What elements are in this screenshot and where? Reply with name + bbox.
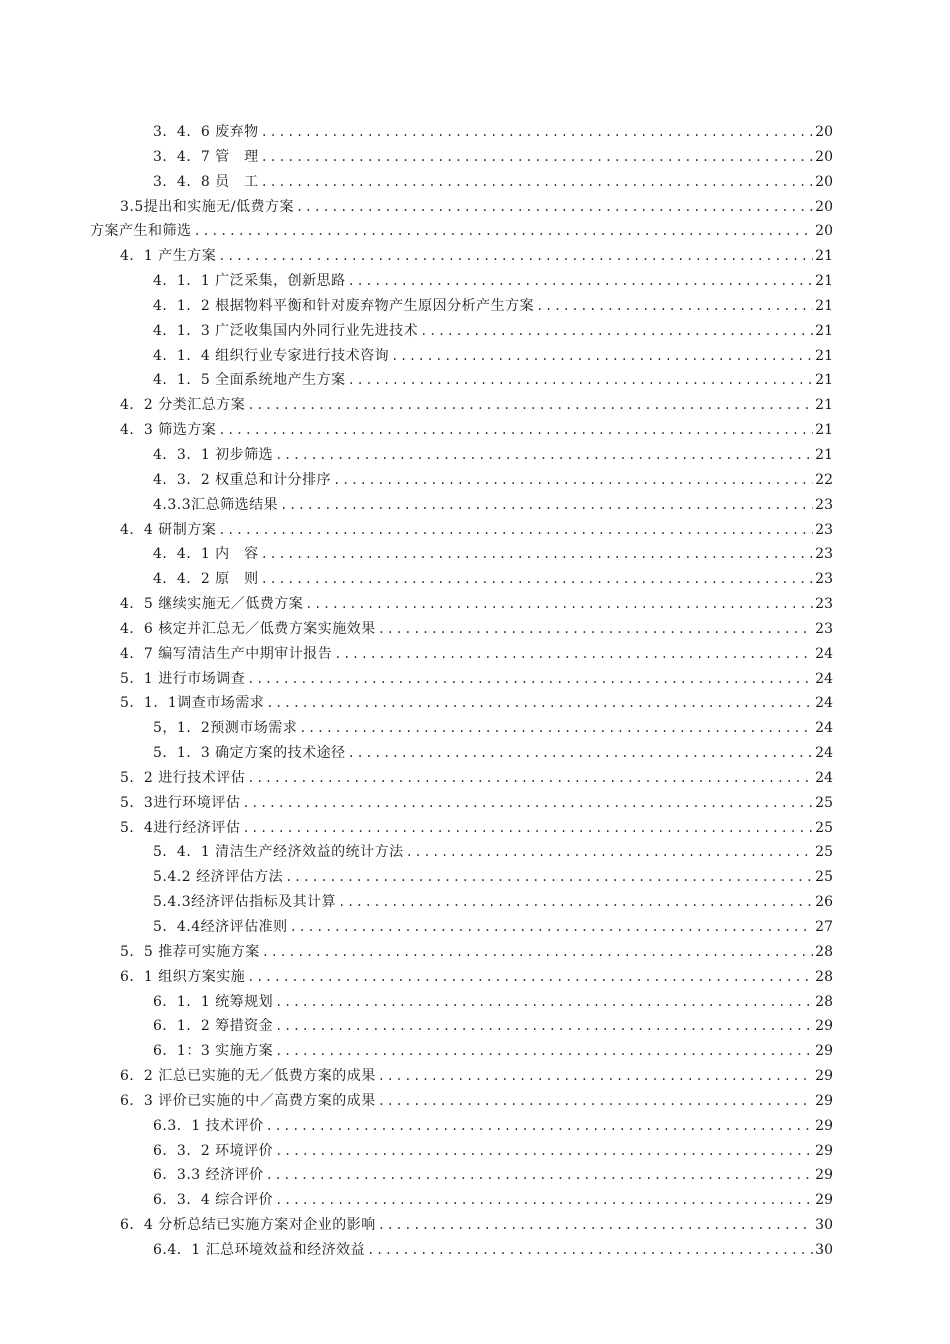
toc-entry-row [120, 642, 833, 667]
toc-entry-row [153, 120, 833, 145]
dot-leader [218, 418, 813, 443]
dot-leader [262, 940, 813, 965]
toc-entry-row [153, 716, 833, 741]
toc-entry-page-number: 25 [815, 844, 833, 861]
toc-entry-page-number: 25 [815, 819, 833, 836]
toc-entry-page-number: 28 [815, 968, 833, 985]
toc-entry-page-number: 24 [815, 645, 833, 662]
toc-entry-page-number: 24 [815, 769, 833, 786]
dot-leader [194, 219, 814, 244]
toc-entry-page-number: 20 [815, 198, 833, 215]
toc-entry[interactable] [0, 120, 950, 145]
toc-entry-page-number: 23 [815, 571, 833, 588]
toc-entry-title: 6.3．1 技术评价 [153, 1117, 264, 1134]
toc-entry[interactable] [0, 890, 950, 915]
toc-entry-row [153, 741, 833, 766]
toc-entry[interactable] [0, 642, 950, 667]
toc-entry[interactable] [0, 219, 950, 244]
toc-entry[interactable] [0, 368, 950, 393]
toc-entry-row [153, 1163, 833, 1188]
toc-entry-row [120, 1089, 833, 1114]
toc-entry-title: 4．3．1 初步筛选 [153, 446, 274, 463]
dot-leader [247, 766, 813, 791]
dot-leader [391, 344, 813, 369]
toc-entry-title: 5．4进行经济评估 [120, 819, 241, 836]
toc-entry-row [153, 344, 833, 369]
toc-entry-row [120, 766, 833, 791]
toc-entry-title: 4．2 分类汇总方案 [120, 397, 246, 414]
toc-entry-title: 4．4．1 内 容 [153, 546, 259, 563]
toc-entry-title: 4．3．2 权重总和计分排序 [153, 471, 332, 488]
dot-leader [275, 1014, 813, 1039]
toc-entry[interactable] [0, 319, 950, 344]
toc-entry-page-number: 20 [815, 148, 833, 165]
toc-entry-row [153, 319, 833, 344]
toc-entry-page-number: 24 [815, 745, 833, 762]
toc-entry[interactable] [0, 592, 950, 617]
toc-entry-row [120, 518, 833, 543]
toc-entry[interactable] [0, 170, 950, 195]
toc-entry-title: 5．1．1调查市场需求 [120, 695, 265, 712]
toc-entry-title: 6．3.3 经济评价 [153, 1167, 264, 1184]
toc-entry-row [153, 840, 833, 865]
toc-entry-row [120, 195, 833, 220]
dot-leader [247, 393, 813, 418]
toc-entry-title: 5．3进行环境评估 [120, 794, 241, 811]
toc-entry-row [153, 269, 833, 294]
dot-leader [378, 1064, 813, 1089]
toc-entry-page-number: 29 [815, 1142, 833, 1159]
toc-entry-title: 4．6 核定并汇总无／低费方案实施效果 [120, 620, 376, 637]
toc-entry-page-number: 30 [815, 1241, 833, 1258]
dot-leader [378, 617, 813, 642]
toc-entry-title: 4．4．2 原 则 [153, 571, 259, 588]
toc-entry[interactable] [0, 1188, 950, 1213]
toc-entry-row [153, 1188, 833, 1213]
toc-entry-page-number: 29 [815, 1167, 833, 1184]
toc-entry-title: 5．4．1 清洁生产经济效益的统计方法 [153, 844, 404, 861]
toc-entry-page-number: 23 [815, 620, 833, 637]
dot-leader [338, 890, 813, 915]
toc-entry-page-number: 29 [815, 1192, 833, 1209]
dot-leader [261, 542, 813, 567]
toc-entry-page-number: 30 [815, 1217, 833, 1234]
toc-entry-page-number: 21 [815, 248, 833, 265]
dot-leader [536, 294, 813, 319]
dot-leader [420, 319, 813, 344]
toc-entry-title: 5.4.3经济评估指标及其计算 [153, 894, 337, 911]
toc-entry-title: 方案产生和筛选 [90, 223, 192, 240]
dot-leader [378, 1213, 813, 1238]
toc-entry-page-number: 27 [815, 919, 833, 935]
toc-entry-row [153, 542, 833, 567]
toc-entry-page-number: 21 [815, 347, 833, 364]
toc-entry-page-number: 25 [815, 869, 833, 886]
toc-entry-title: 6．3．4 综合评价 [153, 1192, 274, 1209]
toc-entry-row [153, 1039, 833, 1064]
dot-leader [333, 468, 813, 493]
toc-entry[interactable] [0, 1238, 950, 1263]
dot-leader [261, 120, 813, 145]
toc-entry[interactable] [0, 791, 950, 816]
toc-entry[interactable] [0, 1039, 950, 1064]
toc-entry[interactable] [0, 542, 950, 567]
toc-entry-row [153, 468, 833, 493]
toc-entry-page-number: 29 [815, 1043, 833, 1060]
toc-entry-row [153, 915, 833, 940]
toc-entry[interactable] [0, 393, 950, 418]
toc-entry-row [153, 443, 833, 468]
dot-leader [378, 1089, 813, 1114]
toc-entry-title: 6．3 评价已实施的中／高费方案的成果 [120, 1092, 376, 1109]
toc-entry-title: 4．1．2 根据物料平衡和针对废弃物产生原因分析产生方案 [153, 297, 535, 314]
dot-leader [348, 269, 813, 294]
toc-entry[interactable] [0, 1064, 950, 1089]
dot-leader [247, 965, 813, 990]
toc-entry-row [120, 1213, 833, 1238]
toc-entry[interactable] [0, 468, 950, 493]
toc-entry-title: 6．1：3 实施方案 [153, 1043, 274, 1060]
toc-entry-title: 4．5 继续实施无／低费方案 [120, 596, 304, 613]
toc-entry-title: 5．2 进行技术评估 [120, 769, 246, 786]
dot-leader [266, 1163, 813, 1188]
toc-entry[interactable] [0, 195, 950, 220]
toc-entry-title: 6.4．1 汇总环境效益和经济效益 [153, 1241, 366, 1258]
dot-leader [367, 1238, 813, 1263]
dot-leader [218, 518, 813, 543]
toc-entry[interactable] [0, 1014, 950, 1039]
toc-entry-title: 5．1 进行市场调查 [120, 670, 246, 687]
toc-entry-row [153, 170, 833, 195]
toc-entry[interactable] [0, 1089, 950, 1114]
toc-entry-page-number: 21 [815, 446, 833, 463]
toc-entry-row [120, 1064, 833, 1089]
toc-entry[interactable] [0, 294, 950, 319]
dot-leader [348, 368, 813, 393]
toc-entry[interactable] [0, 418, 950, 443]
toc-entry-row [120, 940, 833, 965]
dot-leader [275, 1139, 813, 1164]
toc-entry-title: 4．1．4 组织行业专家进行技术咨询 [153, 347, 390, 364]
dot-leader [280, 493, 813, 518]
toc-entry[interactable] [0, 840, 950, 865]
toc-entry-row [90, 219, 833, 244]
toc-entry[interactable] [0, 145, 950, 170]
toc-entry[interactable] [0, 1139, 950, 1164]
toc-entry-row [153, 145, 833, 170]
toc-entry-title: 6．2 汇总已实施的无／低费方案的成果 [120, 1068, 376, 1085]
dot-leader [247, 667, 813, 692]
toc-entry-row [120, 816, 833, 841]
toc-entry-page-number: 21 [815, 397, 833, 414]
toc-entry-page-number: 28 [815, 993, 833, 1010]
toc-entry-row [120, 965, 833, 990]
toc-entry-title: 3.5提出和实施无/低费方案 [120, 198, 294, 215]
toc-entry[interactable] [0, 990, 950, 1015]
dot-leader [261, 170, 813, 195]
toc-entry-page-number: 24 [815, 670, 833, 687]
toc-entry[interactable] [0, 965, 950, 990]
toc-entry-row [153, 1014, 833, 1039]
toc-entry-title: 6．1．1 统筹规划 [153, 993, 274, 1010]
toc-entry-title: 3．4．8 员 工 [153, 173, 259, 190]
toc-entry-page-number: 23 [815, 546, 833, 563]
dot-leader [242, 791, 813, 816]
toc-entry-title: 5．4.4经济评估准则 [153, 919, 288, 935]
dot-leader [275, 443, 813, 468]
toc-entry-page-number: 28 [815, 943, 833, 960]
toc-entry-title: 5．5 推荐可实施方案 [120, 943, 260, 960]
toc-entry-title: 6．1 组织方案实施 [120, 968, 246, 985]
toc-entry[interactable] [0, 940, 950, 965]
dot-leader [242, 816, 813, 841]
toc-entry[interactable] [0, 617, 950, 642]
toc-entry-row [153, 1114, 833, 1139]
toc-entry-row [120, 393, 833, 418]
toc-entry[interactable] [0, 1213, 950, 1238]
table-of-contents [0, 120, 950, 1263]
toc-entry-page-number: 29 [815, 1092, 833, 1109]
toc-entry-page-number: 23 [815, 596, 833, 613]
toc-entry[interactable] [0, 915, 950, 940]
toc-entry[interactable] [0, 766, 950, 791]
dot-leader [290, 915, 813, 940]
toc-entry-title: 3．4．7 管 理 [153, 148, 259, 165]
toc-entry-row [153, 990, 833, 1015]
toc-entry-page-number: 24 [815, 695, 833, 712]
toc-entry-page-number: 21 [815, 322, 833, 339]
toc-entry-page-number: 23 [815, 496, 833, 513]
toc-entry-row [153, 1238, 833, 1263]
toc-entry-title: 5．1．3 确定方案的技术途径 [153, 745, 346, 762]
toc-entry-page-number: 26 [815, 894, 833, 911]
toc-entry-page-number: 21 [815, 273, 833, 290]
dot-leader [218, 244, 813, 269]
toc-entry-row [120, 617, 833, 642]
toc-entry[interactable] [0, 865, 950, 890]
toc-entry-title: 4．4 研制方案 [120, 521, 217, 538]
toc-entry-row [120, 592, 833, 617]
toc-entry-title: 4．1．1 广泛采集，创新思路 [153, 273, 346, 290]
toc-entry-title: 3．4．6 废弃物 [153, 124, 259, 140]
dot-leader [261, 567, 813, 592]
toc-entry-page-number: 29 [815, 1068, 833, 1085]
toc-entry-page-number: 29 [815, 1018, 833, 1035]
toc-entry-page-number: 23 [815, 521, 833, 538]
toc-entry-title: 6．3．2 环境评价 [153, 1142, 274, 1159]
toc-entry-page-number: 25 [815, 794, 833, 811]
toc-entry[interactable] [0, 691, 950, 716]
toc-entry-title: 4．3 筛选方案 [120, 422, 217, 439]
toc-entry[interactable] [0, 1114, 950, 1139]
dot-leader [334, 642, 813, 667]
toc-entry[interactable] [0, 667, 950, 692]
toc-entry-row [120, 418, 833, 443]
toc-entry-page-number: 21 [815, 297, 833, 314]
toc-entry-title: 4.3.3汇总筛选结果 [153, 496, 279, 513]
toc-entry-row [153, 865, 833, 890]
toc-entry[interactable] [0, 567, 950, 592]
dot-leader [275, 1188, 813, 1213]
toc-entry-page-number: 20 [815, 124, 833, 140]
dot-leader [275, 990, 813, 1015]
dot-leader [266, 1114, 813, 1139]
toc-entry-row [153, 567, 833, 592]
dot-leader [348, 741, 813, 766]
toc-entry-title: 4．1．5 全面系统地产生方案 [153, 372, 346, 389]
toc-entry[interactable] [0, 716, 950, 741]
toc-entry-row [120, 244, 833, 269]
toc-entry[interactable] [0, 518, 950, 543]
dot-leader [305, 592, 813, 617]
toc-entry-title: 5.4.2 经济评估方法 [153, 869, 284, 886]
toc-entry-row [153, 493, 833, 518]
toc-entry-title: 6．1．2 筹措资金 [153, 1018, 274, 1035]
toc-entry[interactable] [0, 493, 950, 518]
toc-entry-page-number: 29 [815, 1117, 833, 1134]
toc-entry-page-number: 22 [815, 471, 833, 488]
dot-leader [296, 195, 813, 220]
toc-entry-title: 6．4 分析总结已实施方案对企业的影响 [120, 1217, 376, 1234]
toc-entry-page-number: 20 [815, 223, 833, 240]
toc-entry[interactable] [0, 244, 950, 269]
toc-entry-row [153, 368, 833, 393]
dot-leader [261, 145, 813, 170]
toc-entry-row [120, 791, 833, 816]
toc-entry-row [153, 890, 833, 915]
dot-leader [266, 691, 813, 716]
toc-entry-page-number: 20 [815, 173, 833, 190]
toc-entry-row [153, 1139, 833, 1164]
dot-leader [299, 716, 813, 741]
dot-leader [285, 865, 813, 890]
toc-entry-title: 4．1 产生方案 [120, 248, 217, 265]
toc-entry[interactable] [0, 816, 950, 841]
dot-leader [275, 1039, 813, 1064]
toc-entry[interactable] [0, 269, 950, 294]
toc-entry-row [120, 667, 833, 692]
toc-entry-page-number: 21 [815, 422, 833, 439]
toc-entry[interactable] [0, 443, 950, 468]
toc-entry[interactable] [0, 1163, 950, 1188]
toc-entry-row [120, 691, 833, 716]
toc-entry-title: 4．1．3 广泛收集国内外同行业先进技术 [153, 322, 419, 339]
toc-entry-title: 5，1．2预测市场需求 [153, 720, 298, 737]
toc-entry[interactable] [0, 741, 950, 766]
toc-entry-page-number: 24 [815, 720, 833, 737]
toc-entry-title: 4．7 编写清洁生产中期审计报告 [120, 645, 333, 662]
toc-entry-page-number: 21 [815, 372, 833, 389]
toc-entry-row [153, 294, 833, 319]
dot-leader [406, 840, 813, 865]
toc-entry[interactable] [0, 344, 950, 369]
